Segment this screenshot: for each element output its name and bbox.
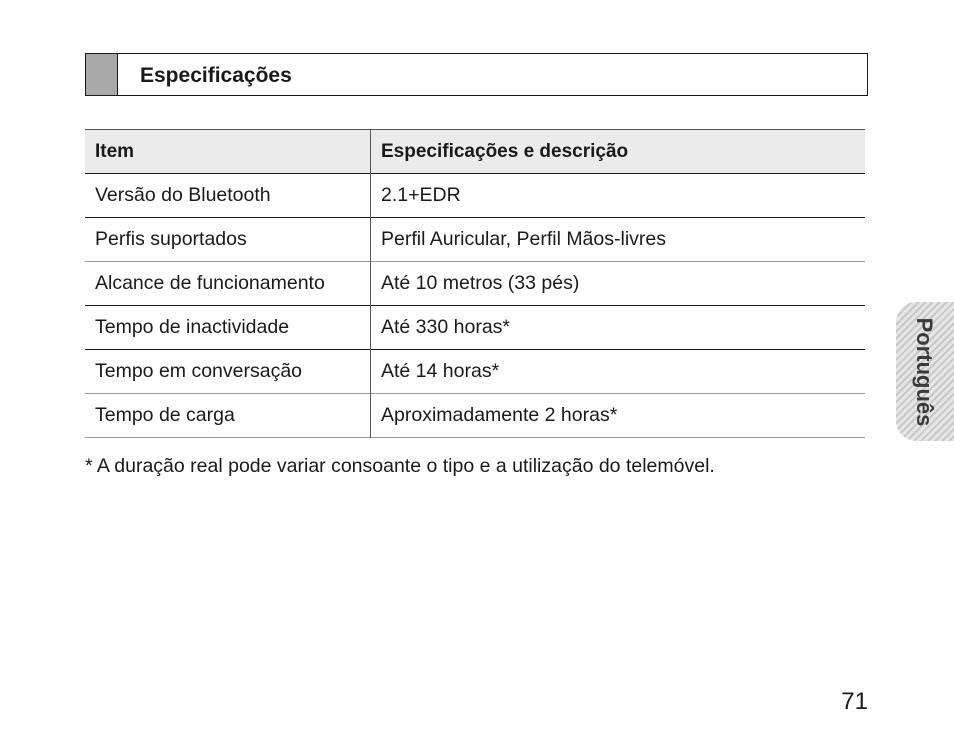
section-title: Especificações: [140, 64, 292, 87]
table-cell-item: Tempo de carga: [85, 394, 371, 438]
table-row: [85, 174, 865, 218]
table-cell-value: Perfil Auricular, Perfil Mãos-livres: [381, 228, 666, 250]
specifications-table: [85, 129, 865, 438]
section-marker: [86, 54, 118, 95]
table-row: [85, 306, 865, 350]
table-cell-value: Até 330 horas*: [381, 316, 511, 338]
table-cell-value: 2.1+EDR: [381, 184, 461, 206]
table-row: [85, 350, 865, 394]
table-header-row: [85, 130, 865, 174]
column-header-item: Item: [85, 130, 371, 174]
footnote: * A duração real pode variar consoante o tipo e a utilização do telemóvel.: [85, 455, 715, 477]
section-header: [85, 53, 868, 96]
table-cell-item: Versão do Bluetooth: [85, 174, 371, 218]
table-row: [85, 218, 865, 262]
column-header-description: Especificações e descrição: [381, 140, 629, 162]
page-number: 71: [841, 688, 868, 715]
table-cell-value: Aproximadamente 2 horas*: [381, 404, 618, 426]
table-row: [85, 262, 865, 306]
table-cell-value: Até 14 horas*: [381, 360, 500, 382]
table-cell-value: Até 10 metros (33 pés): [381, 272, 580, 294]
table-cell-item: Tempo de inactividade: [85, 306, 371, 350]
table-row: [85, 394, 865, 438]
table-cell-item: Alcance de funcionamento: [85, 262, 371, 306]
table-cell-item: Perfis suportados: [85, 218, 371, 262]
table-cell-item: Tempo em conversação: [85, 350, 371, 394]
language-tab-label: Português: [912, 317, 937, 427]
